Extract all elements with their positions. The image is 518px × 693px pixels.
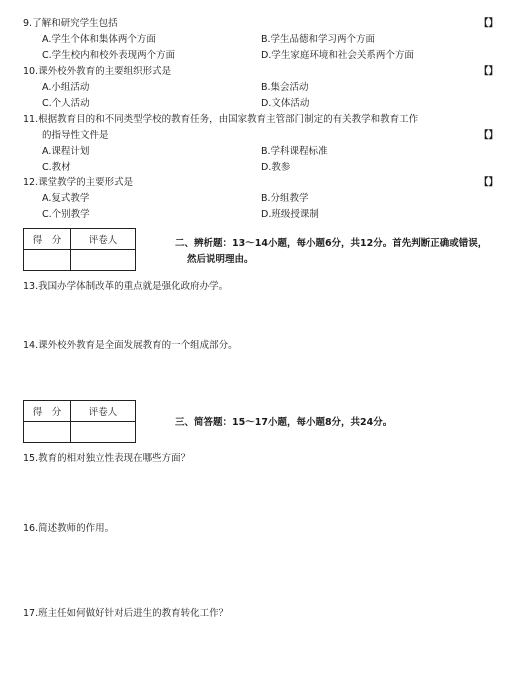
- score-label: 得 分: [24, 229, 71, 250]
- answer-bracket-11[interactable]: 【】: [478, 130, 498, 141]
- question-14: 14.课外校外教育是全面发展教育的一个组成部分。: [23, 340, 238, 351]
- question-17: 17.班主任如何做好针对后进生的教育转化工作？: [23, 608, 229, 619]
- grader-input-cell[interactable]: [71, 422, 136, 443]
- section-2-title-line1: 二、辨析题：13～14小题，每小题6分，共12分。首先判断正确或错误，: [175, 238, 488, 249]
- question-9: [0, 16, 518, 32]
- question-12-option-d: D.班级授课制: [261, 209, 319, 220]
- section-3-heading: 三、简答题：15～17小题，每小题8分，共24分。: [175, 417, 393, 428]
- question-12-stem: 12.课堂教学的主要形式是: [23, 177, 134, 188]
- question-12-option-c: C.个别教学: [42, 209, 90, 220]
- question-15: 15.教育的相对独立性表现在哪些方面？: [23, 453, 191, 464]
- answer-bracket-9[interactable]: 【】: [478, 18, 498, 29]
- question-9-option-d: D.学生家庭环境和社会关系两个方面: [261, 50, 414, 61]
- question-11: [0, 112, 518, 128]
- question-10-option-b: B.集会活动: [261, 82, 309, 93]
- question-10: [0, 64, 518, 80]
- question-11-option-b: B.学科课程标准: [261, 146, 328, 157]
- score-box-section-2: [23, 228, 136, 271]
- question-12-option-b: B.分组教学: [261, 193, 309, 204]
- answer-bracket-12[interactable]: 【】: [478, 177, 498, 188]
- grader-label: 评卷人: [71, 229, 136, 250]
- question-10-option-c: C.个人活动: [42, 98, 90, 109]
- question-10-option-d: D.文体活动: [261, 98, 310, 109]
- question-13: 13.我国办学体制改革的重点就是强化政府办学。: [23, 281, 229, 292]
- score-box-section-3: [23, 400, 136, 443]
- grader-label: 评卷人: [71, 401, 136, 422]
- question-11-option-d: D.教参: [261, 162, 291, 173]
- question-12-option-a: A.复式教学: [42, 193, 90, 204]
- question-12: [0, 175, 518, 191]
- question-11-option-a: A.课程计划: [42, 146, 90, 157]
- question-11-option-c: C.教材: [42, 162, 71, 173]
- section-2-heading: [175, 236, 505, 268]
- question-9-option-a: A.学生个体和集体两个方面: [42, 34, 156, 45]
- answer-bracket-10[interactable]: 【】: [478, 66, 498, 77]
- question-11-stem-line1: 11.根据教育目的和不同类型学校的教育任务，由国家教育主管部门制定的有关教学和教育工作: [23, 114, 419, 125]
- question-10-stem: 10.课外校外教育的主要组织形式是: [23, 66, 172, 77]
- question-9-option-b: B.学生品德和学习两个方面: [261, 34, 376, 45]
- question-16: 16.简述教师的作用。: [23, 523, 115, 534]
- question-10-option-a: A.小组活动: [42, 82, 90, 93]
- section-2-title-line2: 然后说明理由。: [187, 254, 254, 265]
- question-9-option-c: C.学生校内和校外表现两个方面: [42, 50, 176, 61]
- score-input-cell[interactable]: [24, 250, 71, 271]
- question-9-stem: 9.了解和研究学生包括: [23, 18, 118, 29]
- question-11-stem-line2: 的指导性文件是: [42, 130, 109, 141]
- grader-input-cell[interactable]: [71, 250, 136, 271]
- score-input-cell[interactable]: [24, 422, 71, 443]
- score-label: 得 分: [24, 401, 71, 422]
